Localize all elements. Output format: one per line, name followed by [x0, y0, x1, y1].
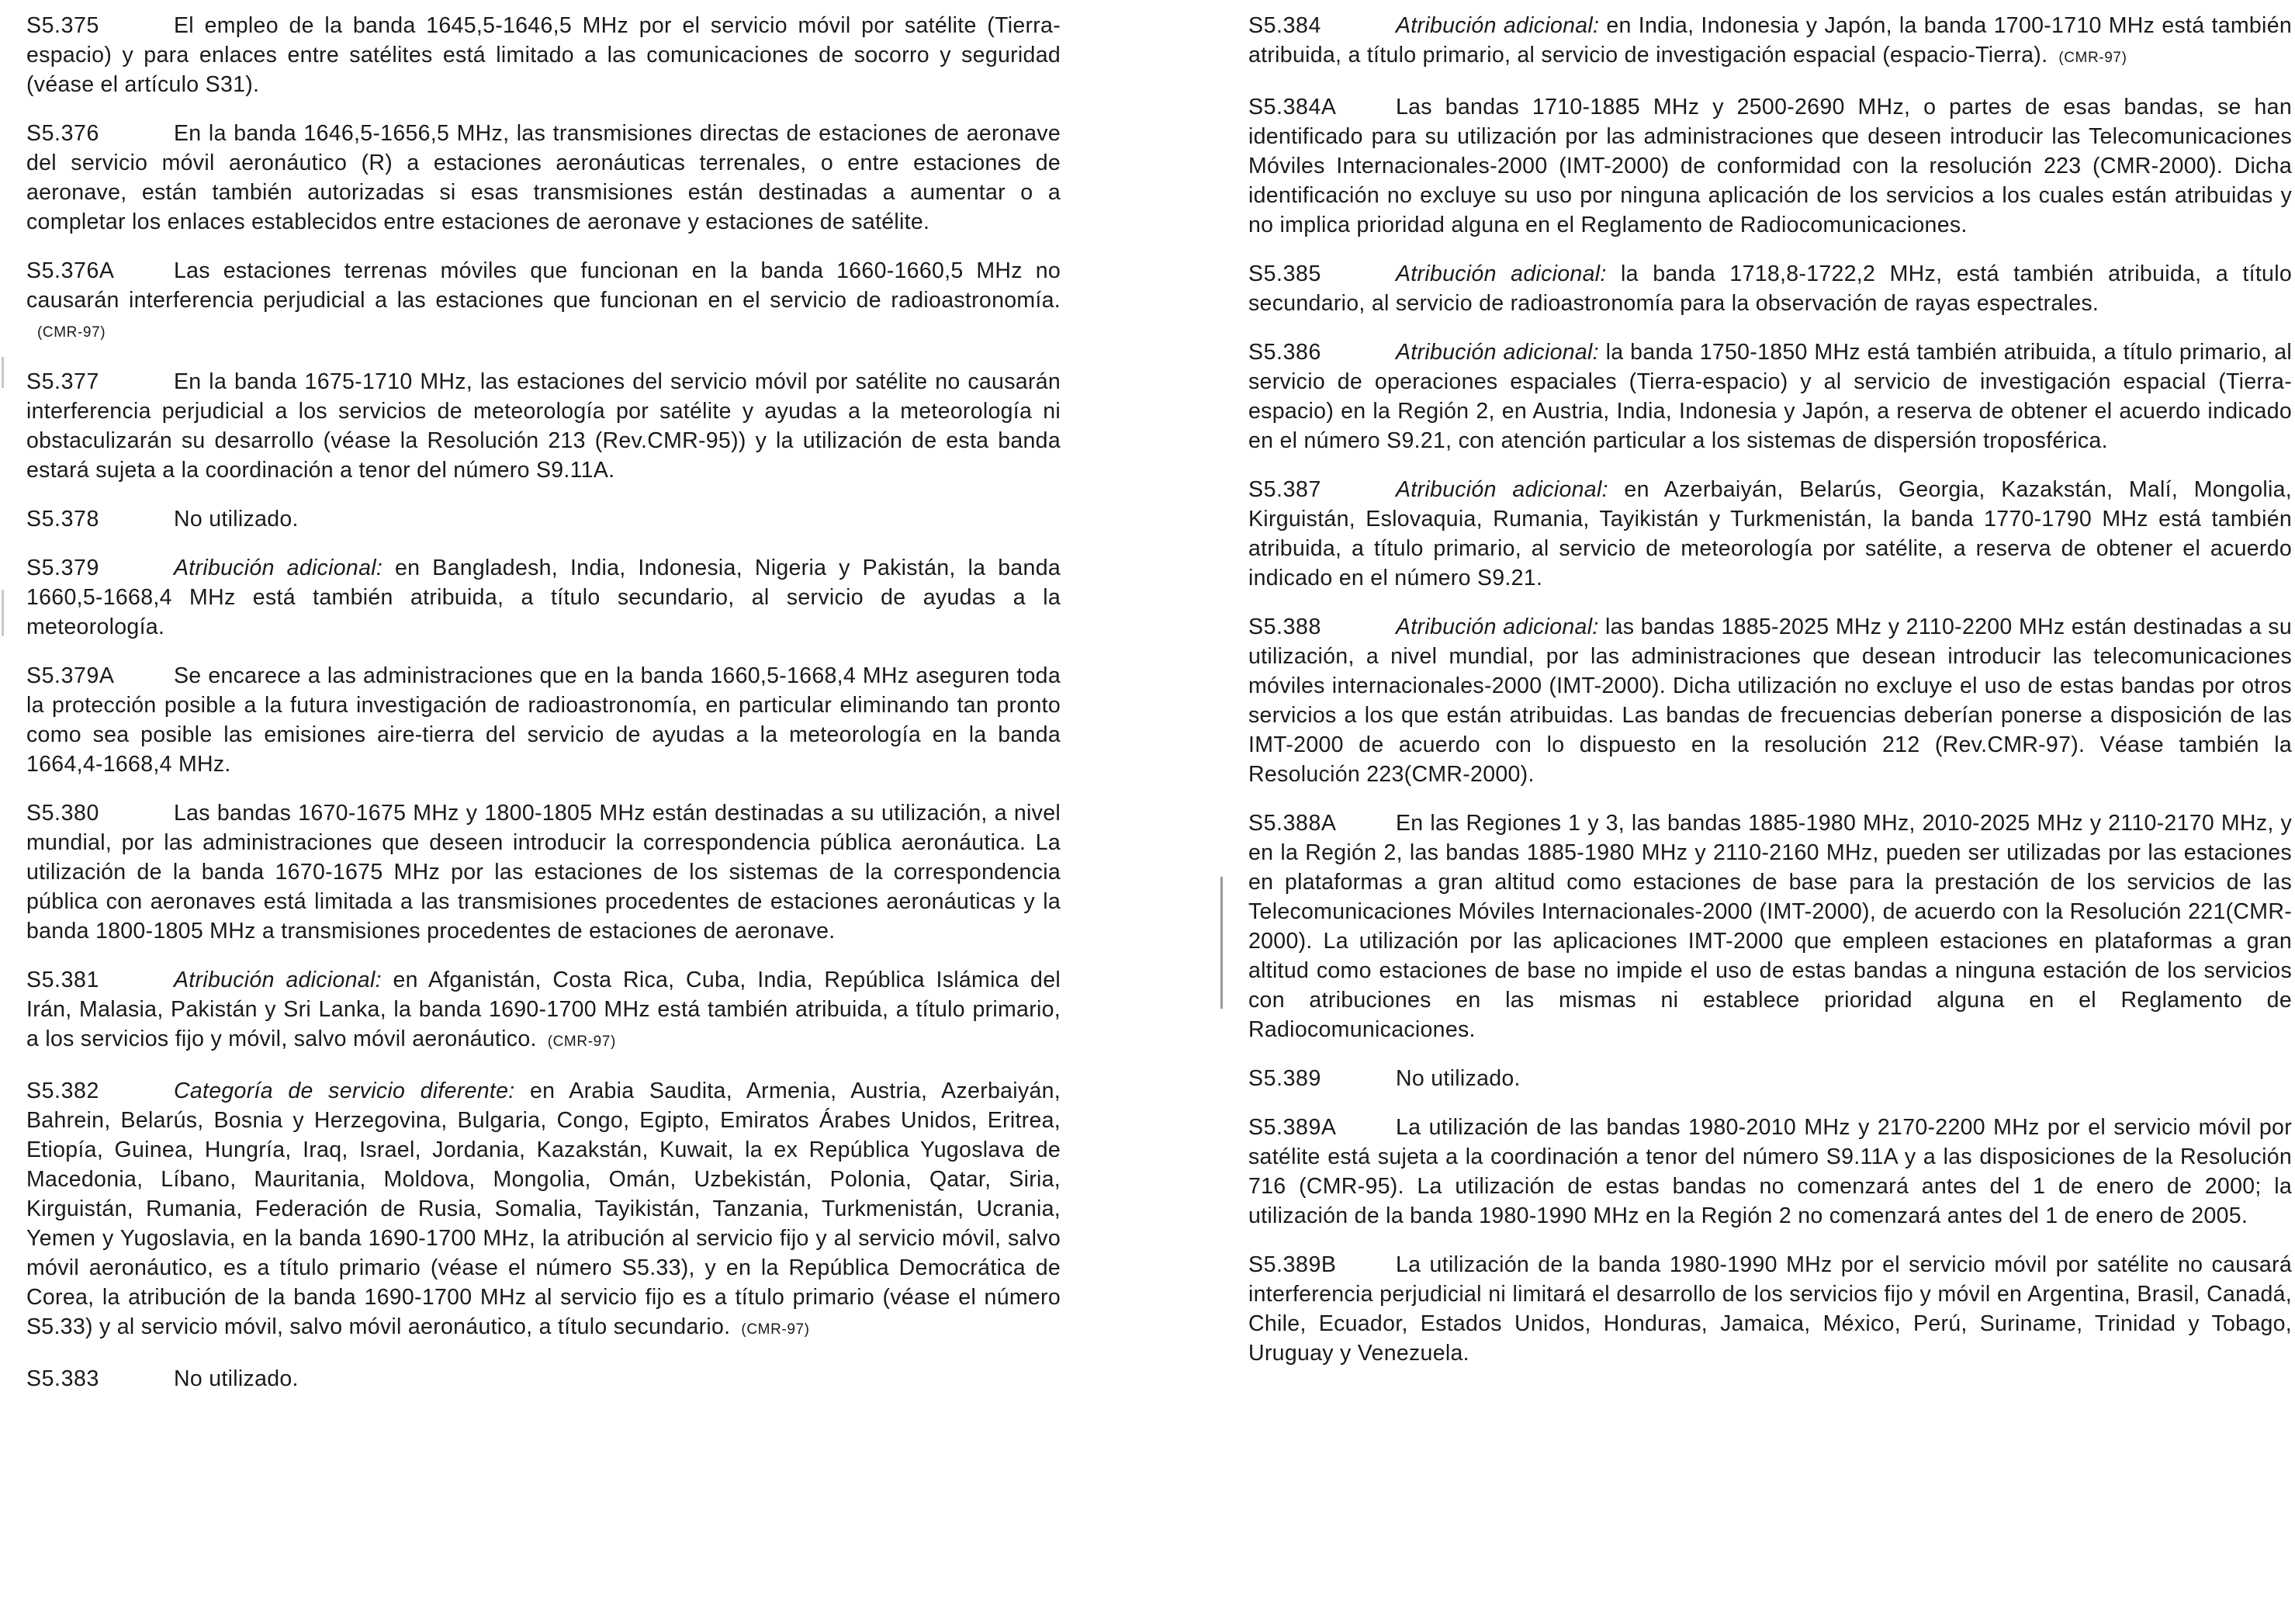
footnote-paragraph: [26, 1364, 1061, 1394]
scan-margin-mark: [1220, 877, 1223, 1009]
footnote-reference: 716 (CMR-95): [1248, 1174, 1398, 1199]
footnote-text: ), y en la República Democrática de Corea, la atribución de la banda 1690-1700 MHz al servicio fijo es a título primario (véase el número: [26, 1255, 1061, 1310]
footnote-number: S5.389A: [1248, 1115, 1337, 1140]
footnote-emphasis: Atribución adicional:: [1396, 13, 1600, 38]
footnote-text: . Dicha identificación no excluye su uso por ninguna aplicación de los servicios a los cuales están atribuidas y no implica prioridad alguna en el Reglamento de Radiocomunicaciones.: [1248, 154, 2292, 237]
footnote-text: No utilizado.: [174, 507, 299, 532]
footnote-number: S5.379: [26, 556, 99, 580]
footnote-paragraph: [26, 119, 1061, 237]
footnote-emphasis: Atribución adicional:: [1396, 615, 1599, 639]
footnote-text: las bandas 1885-2025 MHz y 2110-2200 MHz están destinadas a su utilización, a nivel mundial, por las administraciones que desean introducir las telecomunicaciones móviles internacionales-2000 (IMT-2000). Dicha utilización no excluye el uso de estas bandas por otros servicios a los que están atribuidas. Las bandas de frecuencias deberían ponerse a disposición de las IMT-2000 de acuerdo con lo dispuesto en la resolución: [1248, 615, 2292, 757]
footnote-emphasis: Atribución adicional:: [174, 556, 383, 580]
footnote-paragraph: [26, 553, 1061, 642]
footnote-paragraph: [1248, 92, 2292, 240]
footnote-reference: S5.33: [621, 1255, 681, 1280]
footnote-number: S5.376: [26, 121, 99, 146]
footnote-paragraph: [1248, 11, 2292, 73]
footnote-paragraph: [1248, 612, 2292, 789]
footnote-text: y a las disposiciones de la Resolución: [1897, 1144, 2292, 1169]
footnote-text: ) y la utilización de esta banda estará sujeta a la coordinación a tenor del número: [26, 428, 1061, 483]
footnote-text: Se encarece a las administraciones que en la banda 1660,5-1668,4 MHz aseguren toda la protección posible a la futura investigación de radioastronomía, en particular eliminando tan pronto como sea posible las emisiones aire-tierra del servicio de ayudas a la meteorología en la banda 1664,4-1668,4 MHz.: [26, 663, 1061, 777]
footnote-text: .: [608, 458, 615, 483]
footnote-reference: 223 (CMR-2000): [2043, 154, 2217, 178]
footnote-number: S5.389B: [1248, 1252, 1337, 1277]
footnote-text: en Bangladesh, India, Indonesia, Nigeria y Pakistán, la banda 1660,5-1668,4 MHz está también atribuida, a título secundario, al servicio de ayudas a la meteorología.: [26, 556, 1061, 639]
footnote-reference: 212 (Rev.CMR-97): [1882, 732, 2079, 757]
footnote-paragraph: [1248, 1250, 2292, 1368]
footnote-number: S5.386: [1248, 340, 1321, 365]
footnote-paragraph: [26, 367, 1061, 485]
footnote-number: S5.378: [26, 507, 99, 532]
footnote-paragraph: [1248, 338, 2292, 455]
footnote-paragraph: [1248, 475, 2292, 593]
footnote-number: S5.388A: [1248, 811, 1337, 836]
footnote-text: Las bandas 1670-1675 MHz y 1800-1805 MHz están destinadas a su utilización, a nivel mundial, por las administraciones que deseen introducir la correspondencia pública aeronáutica. La utilización de la banda 1670-1675 MHz por las estaciones de los sistemas de la correspondencia pública con aeronaves está limitada a las transmisiones procedentes de estaciones aeronáuticas y la banda 1800-1805 MHz a transmisiones procedentes de estaciones de aeronave.: [26, 801, 1061, 944]
footnote-number: S5.389: [1248, 1066, 1321, 1091]
footnote-text: .: [1528, 762, 1535, 787]
footnote-reference: 221(CMR-2000): [1248, 899, 2292, 954]
footnote-text: La utilización de las bandas 1980-2010 MHz y 2170-2200 MHz por el servicio móvil por satélite está sujeta a la coordinación a tenor del número: [1248, 1115, 2292, 1169]
footnote-reference: S5.33: [26, 1314, 85, 1339]
revision-tag: (CMR-97): [741, 1321, 810, 1338]
footnote-emphasis: Atribución adicional:: [174, 968, 382, 992]
footnote-paragraph: [26, 798, 1061, 946]
footnote-text: En las Regiones 1 y 3, las bandas 1885-1980 MHz, 2010-2025 MHz y 2110-2170 MHz, y en la Región 2, las bandas 1885-1980 MHz y 2110-2160 MHz, pueden ser utilizadas por las estaciones en plataformas a gran altitud como estaciones de base para la prestación de los servicios de las Telecomunicaciones Móviles Internacionales-2000 (IMT-2000), de acuerdo con la Resolución: [1248, 811, 2292, 924]
footnote-reference: S31: [205, 72, 246, 97]
footnote-paragraph: [1248, 1113, 2292, 1231]
footnote-number: S5.388: [1248, 615, 1321, 639]
footnote-emphasis: Atribución adicional:: [1396, 261, 1607, 286]
footnote-text: en India, Indonesia y Japón, la banda 1700-1710 MHz está también atribuida, a título primario, al servicio de investigación espacial (espacio-Tierra).: [1248, 13, 2292, 68]
footnote-reference: S9.21: [1386, 428, 1446, 453]
footnote-text: La utilización de la banda 1980-1990 MHz por el servicio móvil por satélite no causará interferencia perjudicial ni limitará el desarrollo de los servicios fijo y móvil en Argentina, Brasil, Canadá, Chile, Ecuador, Estados Unidos, Honduras, Jamaica, México, Perú, Suriname, Trinidad y Tobago, Uruguay y Venezuela.: [1248, 1252, 2292, 1366]
footnote-number: S5.376A: [26, 258, 115, 283]
footnote-paragraph: [1248, 1064, 2292, 1093]
scan-margin-mark: [2, 357, 4, 388]
footnote-text: En la banda 1646,5-1656,5 MHz, las transmisiones directas de estaciones de aeronave del servicio móvil aeronáutico (R) a estaciones aeronáuticas terrenales, o entre estaciones de aeronave, están también autorizadas si esas transmisiones están destinadas a aumentar o a completar los enlaces establecidos entre estaciones de aeronave y estaciones de satélite.: [26, 121, 1061, 234]
footnote-text: ).: [245, 72, 260, 97]
footnote-reference: 213 (Rev.CMR-95): [548, 428, 739, 453]
footnote-text: . Véase también la Resolución: [1248, 732, 2293, 787]
footnote-text: Las estaciones terrenas móviles que funcionan en la banda 1660-1660,5 MHz no causarán interferencia perjudicial a las estaciones que funcionan en el servicio de radioastronomía.: [26, 258, 1061, 313]
footnote-number: S5.385: [1248, 261, 1321, 286]
footnote-number: S5.383: [26, 1366, 99, 1391]
footnote-paragraph: [26, 256, 1061, 348]
footnote-paragraph: [26, 1076, 1061, 1345]
footnote-text: .: [1535, 566, 1543, 590]
footnote-text: en Arabia Saudita, Armenia, Austria, Azerbaiyán, Bahrein, Belarús, Bosnia y Herzegovina, Bulgaria, Congo, Egipto, Emiratos Árabes Unidos, Eritrea, Etiopía, Guinea, Hungría, Iraq, Israel, Jordania, Kazakstán, Kuwait, la ex República Yugoslava de Macedonia, Líbano, Mauritania, Moldova, Mongolia, Omán, Uzbekistán, Polonia, Qatar, Siria, Kirguistán, Rumania, Federación de Rusia, Somalia, Tayikistán, Tanzania, Turkmenistán, Ucrania, Yemen y Yugoslavia, en la banda 1690-1700 MHz, la atribución al servicio fijo y al servicio móvil, salvo móvil aeronáutico, es a título primario (véase el número: [26, 1079, 1061, 1280]
footnote-text: Las bandas 1710-1885 MHz y 2500-2690 MHz, o partes de esas bandas, se han identificado para su utilización por las administraciones que deseen introducir las Telecomunicaciones Móviles Internacionales-2000 (IMT-2000) de conformidad con la resolución: [1248, 95, 2292, 178]
footnote-number: S5.375: [26, 13, 99, 38]
footnote-text: No utilizado.: [174, 1366, 299, 1391]
footnote-text: la banda 1750-1850 MHz está también atribuida, a título primario, al servicio de operaciones espaciales (Tierra-espacio) y al servicio de investigación espacial (Tierra-espacio) en la Región 2, en Austria, India, Indonesia y Japón, a reserva de obtener el acuerdo indicado en el número: [1248, 340, 2292, 453]
footnote-paragraph: [1248, 259, 2292, 318]
footnote-reference: 223(CMR-2000): [1366, 762, 1528, 787]
left-column: [26, 11, 1061, 1624]
footnote-text: No utilizado.: [1396, 1066, 1521, 1091]
footnote-number: S5.379A: [26, 663, 115, 688]
footnote-paragraph: [1248, 809, 2292, 1044]
footnote-reference: S9.21: [1476, 566, 1536, 590]
footnote-emphasis: Atribución adicional:: [1396, 477, 1608, 502]
right-column: [1248, 11, 2292, 1624]
footnote-paragraph: [26, 11, 1061, 99]
footnote-emphasis: Categoría de servicio diferente:: [174, 1079, 515, 1103]
footnote-text: , con atención particular a los sistemas de dispersión troposférica.: [1445, 428, 2108, 453]
footnote-number: S5.377: [26, 369, 99, 394]
revision-tag: (CMR-97): [547, 1034, 616, 1050]
footnote-emphasis: Atribución adicional:: [1396, 340, 1599, 365]
footnote-number: S5.387: [1248, 477, 1321, 502]
revision-tag: (CMR-97): [2058, 50, 2127, 66]
scan-margin-mark: [2, 590, 4, 636]
footnote-text: en Azerbaiyán, Belarús, Georgia, Kazakstán, Malí, Mongolia, Kirguistán, Eslovaquia, Rumania, Tayikistán y Turkmenistán, la banda 1770-1790 MHz está también atribuida, a título primario, al servicio de meteorología por satélite, a reserva de obtener el acuerdo indicado en el número: [1248, 477, 2292, 590]
footnote-number: S5.382: [26, 1079, 99, 1103]
footnote-paragraph: [26, 965, 1061, 1057]
footnote-number: S5.384: [1248, 13, 1321, 38]
footnote-text: ) y al servicio móvil, salvo móvil aeronáutico, a título secundario.: [85, 1314, 731, 1339]
footnote-text: El empleo de la banda 1645,5-1646,5 MHz por el servicio móvil por satélite (Tierra-espacio) y para enlaces entre satélites está limitado a las comunicaciones de socorro y seguridad (véase el artículo: [26, 13, 1061, 97]
footnote-text: . La utilización de estas bandas no comenzará antes del 1 de enero de 2000; la utilización de la banda 1980-1990 MHz en la Región 2 no comenzará antes del 1 de enero de 2005.: [1248, 1174, 2292, 1228]
footnote-reference: S9.11A: [1826, 1144, 1898, 1169]
footnote-number: S5.384A: [1248, 95, 1337, 119]
footnote-number: S5.381: [26, 968, 99, 992]
footnote-paragraph: [26, 504, 1061, 534]
footnote-number: S5.380: [26, 801, 99, 826]
footnote-text: . La utilización por las aplicaciones IMT-2000 que empleen estaciones en plataformas a gran altitud como estaciones de base no impide el uso de estas bandas a ninguna estación de los servicios con atribuciones en las mismas ni establece prioridad alguna en el Reglamento de Radiocomunicaciones.: [1248, 929, 2292, 1042]
footnote-text: en Afganistán, Costa Rica, Cuba, India, República Islámica del Irán, Malasia, Pakistán y Sri Lanka, la banda 1690-1700 MHz está también atribuida, a título primario, a los servicios fijo y móvil, salvo móvil aeronáutico.: [26, 968, 1061, 1051]
revision-tag: (CMR-97): [37, 324, 106, 341]
footnote-paragraph: [26, 661, 1061, 779]
footnote-reference: S9.11A: [535, 458, 609, 483]
footnote-text: En la banda 1675-1710 MHz, las estaciones del servicio móvil por satélite no causarán interferencia perjudicial a los servicios de meteorología por satélite y ayudas a la meteorología ni obstaculizarán su desarrollo (véase la Resolución: [26, 369, 1061, 453]
footnote-text: la banda 1718,8-1722,2 MHz, está también atribuida, a título secundario, al servicio de radioastronomía para la observación de rayas espectrales.: [1248, 261, 2292, 316]
